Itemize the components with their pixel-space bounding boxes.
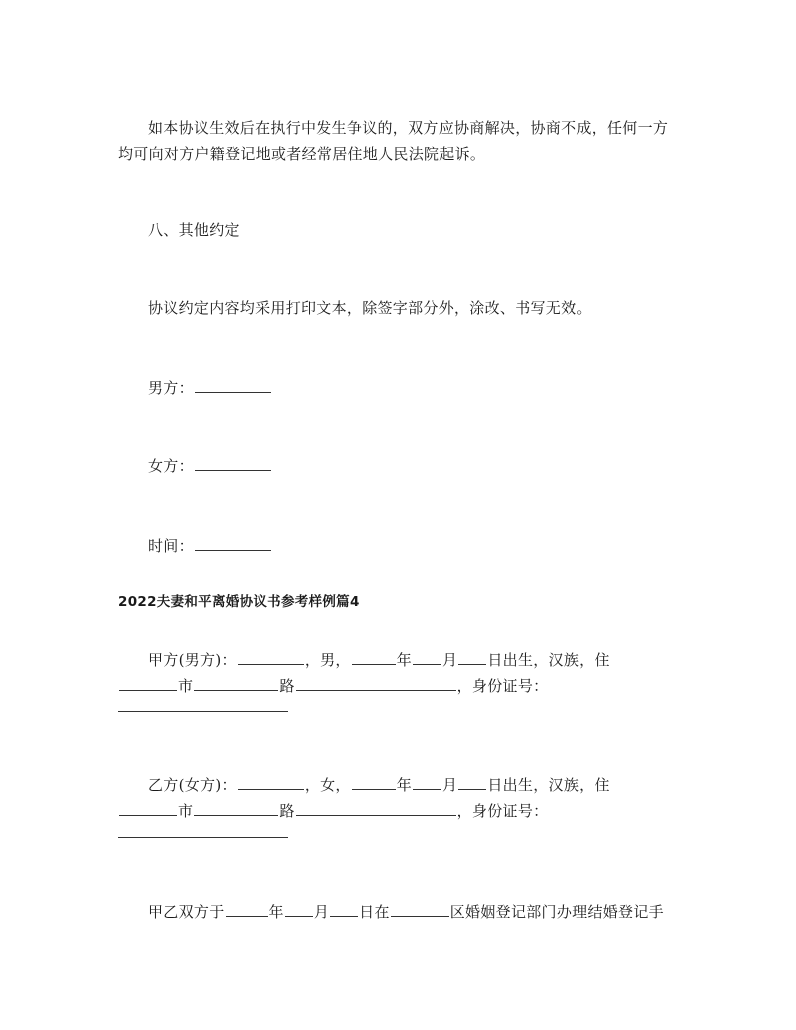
party-b-month-blank[interactable] <box>413 775 441 790</box>
party-a-gender: ，男， <box>304 651 351 669</box>
party-b-id-blank[interactable] <box>118 837 288 838</box>
party-b-road-label: 路 <box>279 802 295 820</box>
party-b-name-blank[interactable] <box>238 775 304 790</box>
marriage-suffix: 区婚姻登记部门办理结婚登记手 <box>449 903 664 921</box>
party-a-city-blank[interactable] <box>194 676 278 691</box>
marriage-day-blank[interactable] <box>330 902 358 917</box>
party-b-gender: ，女， <box>304 776 351 794</box>
marriage-month-label: 月 <box>313 903 330 921</box>
party-b-city-blank[interactable] <box>194 801 278 816</box>
party-b-year-blank[interactable] <box>352 775 396 790</box>
marriage-day-at: 日在 <box>359 903 390 921</box>
party-b-city-label: 市 <box>178 802 194 820</box>
party-a-road-label: 路 <box>279 677 295 695</box>
male-signature-blank[interactable] <box>195 378 271 393</box>
female-label: 女方： <box>148 457 194 475</box>
party-b-label: 乙方(女方)： <box>148 776 237 794</box>
party-b-year-label: 年 <box>396 776 413 794</box>
party-b-province-blank[interactable] <box>119 801 177 816</box>
time-label: 时间： <box>148 537 194 555</box>
party-b-road-blank[interactable] <box>296 801 456 816</box>
female-signature-line <box>148 456 272 476</box>
section-8-heading: 八、其他约定 <box>148 221 240 239</box>
male-label: 男方： <box>148 379 194 397</box>
party-b-id-label: ，身份证号： <box>456 802 549 820</box>
female-signature-blank[interactable] <box>195 456 271 471</box>
party-a-day-blank[interactable] <box>458 650 486 665</box>
party-a-month-label: 月 <box>442 651 458 669</box>
party-b-line1 <box>148 775 610 795</box>
party-a-id-blank[interactable] <box>118 711 288 712</box>
party-a-born-text: 日出生，汉族，住 <box>487 651 610 669</box>
party-a-road-blank[interactable] <box>296 676 456 691</box>
party-b-line2 <box>118 801 548 821</box>
marriage-prefix: 甲乙双方于 <box>148 903 225 921</box>
party-a-name-blank[interactable] <box>238 650 304 665</box>
time-signature-blank[interactable] <box>195 536 271 551</box>
party-a-province-blank[interactable] <box>119 676 177 691</box>
marriage-year-label: 年 <box>268 903 284 921</box>
time-signature-line <box>148 536 272 556</box>
party-a-line1 <box>148 650 610 670</box>
party-a-month-blank[interactable] <box>413 650 441 665</box>
dispute-paragraph-line2: 均可向对方户籍登记地或者经常居住地人民法院起诉。 <box>118 145 486 163</box>
party-b-month-label: 月 <box>442 776 458 794</box>
male-signature-line <box>148 378 272 398</box>
marriage-district-blank[interactable] <box>391 902 449 917</box>
other-terms-paragraph: 协议约定内容均采用打印文本，除签字部分外，涂改、书写无效。 <box>148 299 592 317</box>
sample-4-title: 2022夫妻和平离婚协议书参考样例篇4 <box>118 594 360 610</box>
party-b-day-blank[interactable] <box>458 775 486 790</box>
party-a-year-blank[interactable] <box>352 650 396 665</box>
party-a-line2 <box>118 676 548 696</box>
party-a-year-label: 年 <box>396 651 413 669</box>
marriage-registration-line <box>148 902 664 922</box>
party-a-label: 甲方(男方)： <box>148 651 237 669</box>
marriage-month-blank[interactable] <box>285 902 313 917</box>
dispute-paragraph-line1: 如本协议生效后在执行中发生争议的，双方应协商解决，协商不成，任何一方 <box>148 119 669 137</box>
party-b-born-text: 日出生，汉族，住 <box>487 776 610 794</box>
party-a-id-label: ，身份证号： <box>456 677 549 695</box>
party-a-city-label: 市 <box>178 677 194 695</box>
marriage-year-blank[interactable] <box>226 902 268 917</box>
